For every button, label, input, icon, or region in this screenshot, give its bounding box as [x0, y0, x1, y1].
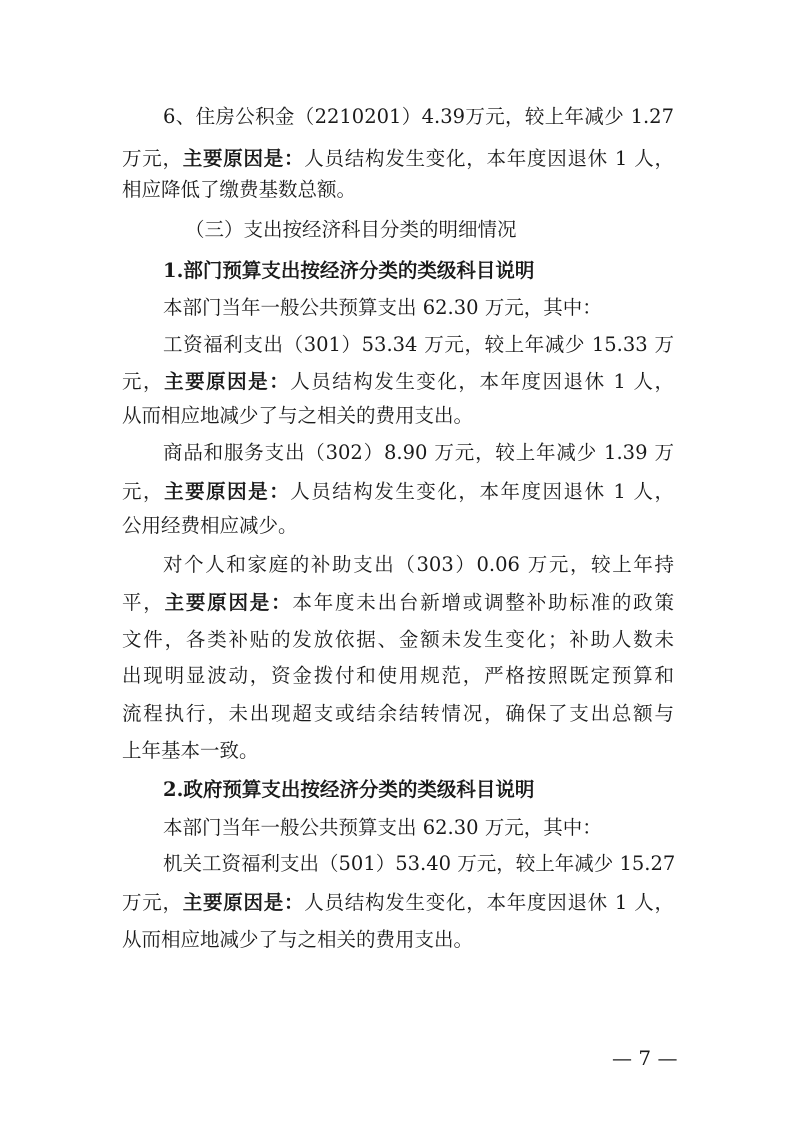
paragraph-303-line-4: 出现明显波动，资金拨付和使用规范，严格按照既定预算和	[122, 664, 674, 687]
gov-budget-total: 本部门当年一般公共预算支出 62.30 万元，其中：	[163, 816, 602, 839]
reason-label: 主要原因是：	[182, 891, 305, 914]
subsection-heading-2: 2.政府预算支出按经济分类的类级科目说明	[163, 778, 535, 801]
paragraph-301-line-3: 从而相应地减少了与之相关的费用支出。	[122, 404, 474, 427]
paragraph-301-line-2: 元，主要原因是：人员结构发生变化，本年度因退休 1 人，	[122, 370, 674, 393]
reason-label: 主要原因是：	[164, 591, 293, 614]
section-heading-3: （三）支出按经济科目分类的明细情况	[185, 218, 517, 241]
paragraph-housing-fund-line-2: 万元，主要原因是：人员结构发生变化，本年度因退休 1 人，	[122, 147, 674, 170]
paragraph-303-line-2: 平，主要原因是：本年度未出台新增或调整补助标准的政策	[122, 591, 674, 614]
paragraph-501-line-2: 万元，主要原因是：人员结构发生变化，本年度因退休 1 人，	[122, 891, 674, 914]
reason-label: 主要原因是：	[164, 480, 291, 503]
page-number: — 7 —	[612, 1046, 678, 1070]
paragraph-301-line-1: 工资福利支出（301）53.34 万元，较上年减少 15.33 万	[163, 333, 674, 356]
paragraph-302-line-3: 公用经费相应减少。	[122, 514, 298, 537]
dept-budget-total: 本部门当年一般公共预算支出 62.30 万元，其中：	[163, 296, 602, 319]
paragraph-302-line-2: 元，主要原因是：人员结构发生变化，本年度因退休 1 人，	[122, 480, 674, 503]
reason-label: 主要原因是：	[164, 370, 291, 393]
paragraph-302-line-1: 商品和服务支出（302）8.90 万元，较上年减少 1.39 万	[163, 441, 674, 464]
paragraph-501-line-1: 机关工资福利支出（501）53.40 万元，较上年减少 15.27	[163, 852, 676, 875]
paragraph-303-line-5: 流程执行，未出现超支或结余结转情况，确保了支出总额与	[122, 702, 674, 725]
paragraph-303-line-1: 对个人和家庭的补助支出（303）0.06 万元，较上年持	[163, 553, 674, 576]
paragraph-housing-fund-line-3: 相应降低了缴费基数总额。	[122, 178, 357, 201]
reason-label: 主要原因是：	[182, 147, 305, 170]
paragraph-303-line-3: 文件，各类补贴的发放依据、金额未发生变化；补助人数未	[122, 628, 674, 651]
paragraph-housing-fund-line-1: 6、住房公积金（2210201）4.39万元，较上年减少 1.27	[163, 105, 674, 128]
paragraph-501-line-3: 从而相应地减少了与之相关的费用支出。	[122, 928, 474, 951]
subsection-heading-1: 1.部门预算支出按经济分类的类级科目说明	[163, 259, 535, 282]
paragraph-303-line-6: 上年基本一致。	[122, 739, 259, 762]
